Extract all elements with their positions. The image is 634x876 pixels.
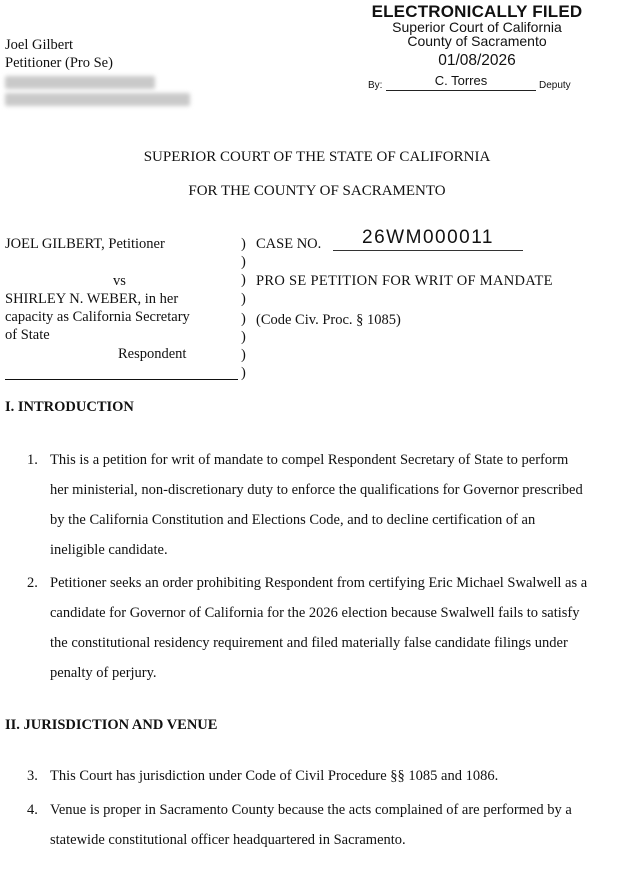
paragraph-line: ineligible candidate.: [50, 542, 168, 558]
paragraph-line: Venue is proper in Sacramento County because the acts complained of are performed by a: [50, 802, 572, 818]
paragraph: [50, 761, 625, 791]
paragraph-number: 3.: [27, 768, 38, 784]
paragraph-number: 1.: [27, 452, 38, 468]
case-number-label: CASE NO.: [256, 236, 322, 252]
paragraph-line: candidate for Governor of California for the 2026 election because Swalwell fails to satisfy: [50, 605, 580, 621]
paragraph-line: statewide constitutional officer headquartered in Sacramento.: [50, 832, 406, 848]
caption-respondent-line-3: of State: [5, 327, 50, 343]
court-heading-line-1: SUPERIOR COURT OF THE STATE OF CALIFORNIA: [143, 149, 491, 165]
caption-paren: ): [241, 365, 246, 381]
paragraph-line: by the California Constitution and Elections Code, and to decline certification of an: [50, 512, 536, 528]
section-heading: I. INTRODUCTION: [5, 399, 134, 415]
redacted-address-line-2: [5, 93, 190, 106]
caption-vs: vs: [113, 273, 126, 289]
paragraph-line: the constitutional residency requirement and filed materially false candidate filings under: [50, 635, 568, 651]
paragraph-line: This is a petition for writ of mandate to compel Respondent Secretary of State to perform: [50, 452, 569, 468]
paragraph: [50, 568, 625, 688]
paragraph-line: This Court has jurisdiction under Code of Civil Procedure §§ 1085 and 1086.: [50, 768, 499, 784]
paragraph: [50, 445, 625, 565]
redacted-address-line-1: [5, 76, 155, 89]
caption-respondent-line-2: capacity as California Secretary: [5, 309, 190, 325]
paragraph: [50, 795, 625, 855]
stamp-deputy-label: Deputy: [539, 80, 571, 91]
caption-paren: ): [241, 347, 246, 363]
document-title: PRO SE PETITION FOR WRIT OF MANDATE: [256, 273, 553, 289]
caption-paren: ): [241, 291, 246, 307]
stamp-county: County of Sacramento: [407, 33, 547, 49]
caption-respondent-line-1: SHIRLEY N. WEBER, in her: [5, 291, 179, 307]
caption-paren: ): [241, 272, 246, 288]
petitioner-role: Petitioner (Pro Se): [5, 55, 113, 71]
paragraph-line: penalty of perjury.: [50, 665, 157, 681]
section-heading: II. JURISDICTION AND VENUE: [5, 717, 218, 733]
paragraph-number: 4.: [27, 802, 38, 818]
petitioner-name: Joel Gilbert: [5, 37, 74, 53]
caption-respondent-label: Respondent: [118, 346, 187, 362]
stamp-clerk: C. Torres: [386, 73, 536, 91]
caption-underline: [5, 379, 238, 380]
caption-petitioner: JOEL GILBERT, Petitioner: [5, 236, 165, 252]
code-citation: (Code Civ. Proc. § 1085): [256, 312, 401, 328]
caption-paren: ): [241, 236, 246, 252]
paragraph-line: Petitioner seeks an order prohibiting Respondent from certifying Eric Michael Swalwell as a: [50, 575, 588, 591]
paragraph-number: 2.: [27, 575, 38, 591]
caption-paren: ): [241, 311, 246, 327]
stamp-court: Superior Court of California: [392, 19, 562, 35]
caption-paren: ): [241, 254, 246, 270]
stamp-title: ELECTRONICALLY FILED: [371, 2, 583, 21]
paragraph-line: her ministerial, non-discretionary duty to enforce the qualifications for Governor prescribed: [50, 482, 583, 498]
stamp-date: 01/08/2026: [438, 52, 516, 69]
court-heading-line-2: FOR THE COUNTY OF SACRAMENTO: [188, 183, 446, 199]
caption-paren: ): [241, 329, 246, 345]
case-number: 26WM000011: [333, 226, 523, 251]
stamp-by-label: By:: [368, 80, 383, 91]
